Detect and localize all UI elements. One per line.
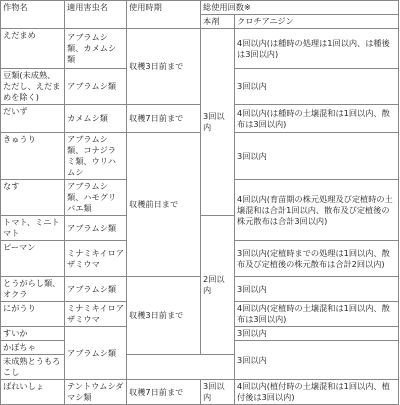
period-cell: 収穫前日まで xyxy=(127,133,201,277)
crop-cell: だいず xyxy=(1,105,65,133)
pest-cell: アブラムシ類、コナジラミ類、ウリハムシ xyxy=(65,133,127,180)
pest-cell: カメムシ類 xyxy=(65,105,127,133)
crop-cell: とうがらし類、オクラ xyxy=(1,277,65,302)
table-row xyxy=(1,29,399,69)
pest-cell: アブラムシ類 xyxy=(65,69,127,105)
pest-cell: テントウムシダマシ類 xyxy=(65,380,127,405)
clothianidin-count-cell: 4回以内(定植時の土壌混和は1回以内、散布は3回以内) xyxy=(235,302,399,327)
this-agent-count-cell: 3回以内 xyxy=(201,380,235,405)
header-this-agent: 本剤 xyxy=(201,15,235,29)
crop-cell: きゅうり xyxy=(1,133,65,180)
crop-cell: 豆類(未成熟、ただし、えだまめを除く) xyxy=(1,69,65,105)
table-row xyxy=(1,133,399,180)
header-pest: 適用害虫名 xyxy=(65,1,127,29)
clothianidin-count-cell: 3回以内(定植時までの処理は1回以内、散布及び定植後の株元散布は合計2回以内) xyxy=(235,241,399,277)
period-cell: 収穫7日前まで xyxy=(127,380,201,405)
clothianidin-count-cell: 4回以内(育苗期の株元処理及び定植時の土壌混和は合計1回以内、散布及び定植後の株元散布は合計3回以内) xyxy=(235,180,399,241)
table-row xyxy=(1,105,399,133)
clothianidin-count-cell: 3回以内 xyxy=(235,341,399,380)
pest-cell: ミナミキイロアザミウマ xyxy=(65,302,127,327)
period-cell: 収穫7日前まで xyxy=(127,105,201,133)
header-total-uses: 総使用回数※ xyxy=(201,1,399,15)
pest-cell: アブラムシ類 xyxy=(65,216,127,241)
crop-cell: えだまめ xyxy=(1,29,65,69)
pest-cell: アブラムシ類、ハモグリバエ類 xyxy=(65,180,127,216)
pest-cell: アブラムシ類 xyxy=(65,327,127,380)
clothianidin-count-cell: 4回以内(は種時の土壌混和は1回以内、散布は3回以内) xyxy=(235,105,399,133)
crop-cell: ばれいしょ xyxy=(1,380,65,405)
crop-cell: ピーマン xyxy=(1,241,65,277)
this-agent-count-cell: 3回以内 xyxy=(201,29,235,216)
header-row xyxy=(1,1,399,15)
this-agent-count-cell: 2回以内 xyxy=(201,216,235,355)
crop-cell: なす xyxy=(1,180,65,216)
clothianidin-count-cell: 3回以内 xyxy=(235,133,399,180)
pest-cell: アブラムシ類、カメムシ類 xyxy=(65,29,127,69)
clothianidin-count-cell: 3回以内 xyxy=(235,69,399,105)
crop-cell: にがうり xyxy=(1,302,65,327)
period-cell: 収穫3日前まで xyxy=(127,277,201,355)
clothianidin-count-cell: 3回以内 xyxy=(235,327,399,341)
crop-cell: すいか xyxy=(1,327,65,341)
header-clothianidin: クロチアニジン xyxy=(235,15,399,29)
table-row xyxy=(1,277,399,302)
pest-cell: アブラムシ類 xyxy=(65,277,127,302)
clothianidin-count-cell: 4回以内(は種時の処理は1回以内、は種後は3回以内) xyxy=(235,29,399,69)
header-period: 使用時期 xyxy=(127,1,201,29)
crop-cell: 未成熟とうもろこし xyxy=(1,355,65,380)
clothianidin-count-cell: 4回以内(植付時の土壌混和は1回以内、植付後は3回以内) xyxy=(235,380,399,405)
clothianidin-count-cell: 3回以内 xyxy=(235,277,399,302)
crop-cell: かぼちゃ xyxy=(1,341,65,355)
header-crop: 作物名 xyxy=(1,1,65,29)
crop-cell: トマト、ミニトマト xyxy=(1,216,65,241)
table-row xyxy=(1,380,399,405)
period-cell: 収穫3日前まで xyxy=(127,29,201,105)
pest-cell: ミナミキイロアザミウマ xyxy=(65,241,127,277)
